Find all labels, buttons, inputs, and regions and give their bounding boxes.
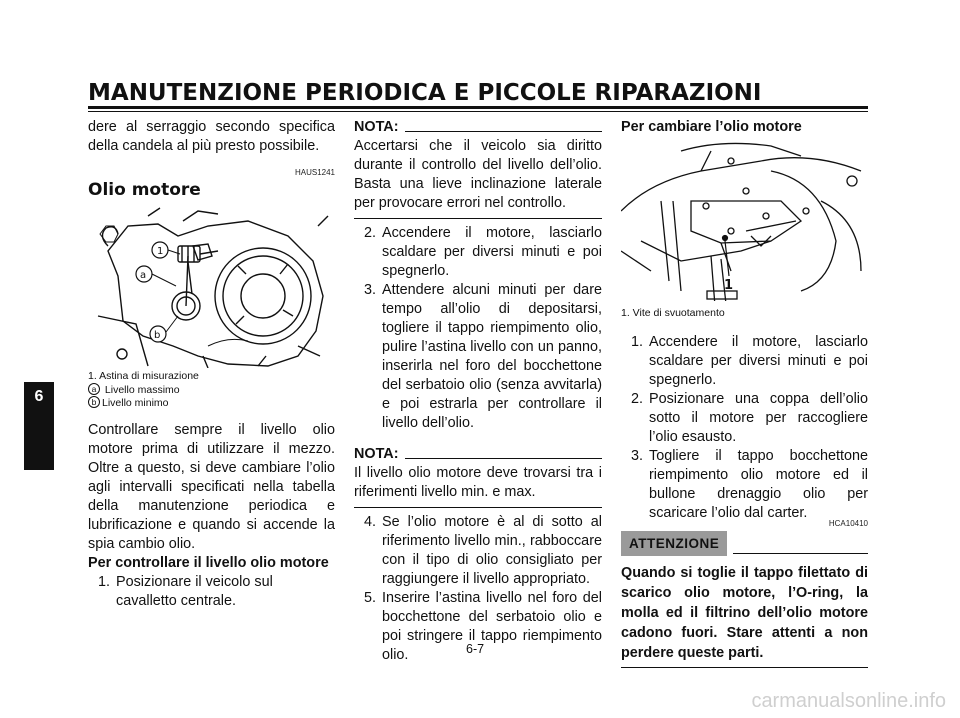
step-text: Accendere il motore, lasciarlo scaldare per diversi minuti e poi spegnerlo. [649, 333, 868, 388]
watermark: carmanualsonline.info [751, 690, 946, 712]
chapter-tab-label: 6 [34, 388, 44, 405]
column-1 [88, 118, 335, 611]
note-end-rule [354, 218, 602, 219]
figure-caption: 1. Vite di svuotamento [621, 307, 725, 319]
step-text: Togliere il tappo bocchettone riempimento olio motore ed il bullone drenaggio olio per scaricare l’olio dal carter. [649, 447, 868, 521]
caption-a-text: Livello massimo [104, 383, 180, 396]
step-number: 2. [363, 225, 376, 241]
step-1 [88, 573, 335, 611]
step-2 [354, 224, 602, 281]
step-text: Posizionare il veicolo sul cavalletto centrale. [116, 573, 273, 609]
oil-dipstick-illustration [88, 206, 335, 368]
warning-code: HCA10410 [828, 518, 868, 528]
drain-bolt-illustration [621, 141, 868, 301]
note-label: NOTA: [354, 446, 399, 462]
section-code: HAUS1241 [294, 168, 335, 177]
caption-item-a [88, 383, 335, 397]
caption-item-b [88, 396, 335, 410]
column-2 [354, 118, 602, 665]
body-text: Controllare sempre il livello olio motore prima di utilizzare il mezzo. Oltre a questo, si deve cambiare l’olio agli intervalli specificati nella tabella della manutenzione periodica e lubrificazione e quando si accende la spia cambio olio. [88, 421, 335, 552]
step-3 [621, 447, 868, 523]
subheading-check-oil: Per controllare il livello olio motore [88, 554, 329, 571]
attention-heading [621, 531, 868, 556]
callout-1: 1 [157, 246, 164, 257]
caption-b-text: Livello minimo [102, 397, 169, 409]
caption-item-1: 1. Astina di misurazione [88, 370, 199, 382]
note-end-rule-2 [354, 507, 602, 508]
step-number: 1. [630, 333, 643, 350]
step-3 [354, 281, 602, 433]
note-heading-2 [354, 445, 602, 464]
figure-caption [88, 370, 335, 410]
attention-end-rule [621, 667, 868, 668]
page-number: 6-7 [466, 642, 485, 656]
step-number: 3. [363, 282, 376, 298]
circle-letter-a: a [88, 383, 100, 395]
step-text: Inserire l’astina livello nel foro del bocchettone del serbatoio olio e poi stringere il tappo riempimento olio. [382, 590, 602, 663]
step-4 [354, 513, 602, 589]
step-number: 2. [630, 390, 643, 407]
section-heading: Olio motore [88, 180, 201, 200]
step-number: 4. [363, 514, 376, 530]
step-number: 1. [97, 573, 110, 590]
note-label: NOTA: [354, 119, 399, 135]
intro-text: dere al serraggio secondo specifica della candela al più presto possibile. [88, 119, 335, 154]
step-text: Posizionare una coppa dell’olio sotto il motore per raccogliere l’olio esausto. [649, 390, 868, 445]
callout-b: b [154, 330, 161, 341]
chapter-tab [24, 382, 54, 470]
title-rule-thin [88, 111, 868, 112]
title-rule [88, 106, 868, 109]
step-1 [621, 333, 868, 390]
page-title: MANUTENZIONE PERIODICA E PICCOLE RIPARAZIONI [88, 80, 762, 106]
step-number: 3. [630, 447, 643, 464]
callout-1: 1 [724, 278, 734, 293]
step-2 [621, 390, 868, 447]
attention-text: Quando si toglie il tappo filettato di scarico olio motore, l’O-ring, la molla ed il filtrino dell’olio motore cadono fuori. Stare attenti a non perdere queste parti. [621, 564, 868, 661]
step-text: Attendere alcuni minuti per dare tempo all’olio di depositarsi, togliere il tappo riempimento olio, pulire l’astina livello con un panno, inserirla nel foro del bocchettone del serbatoio olio (senza avvitarla) e poi estrarla per controllare il livello dell’olio. [382, 282, 602, 431]
note-heading [354, 118, 602, 137]
step-text: Se l’olio motore è al di sotto al riferimento livello min., rabboccare con il tipo di olio consigliato per raggiungere il livello appropriato. [382, 514, 602, 587]
note-text: Accertarsi che il veicolo sia diritto durante il controllo del livello dell’olio. Basta una lieve inclinazione laterale per provocare errori nel controllo. [354, 138, 602, 211]
column-3 [621, 118, 868, 668]
step-text: Accendere il motore, lasciarlo scaldare per diversi minuti e poi spegnerlo. [382, 225, 602, 279]
attention-badge: ATTENZIONE [621, 531, 727, 556]
note-text-2: Il livello olio motore deve trovarsi tra i riferimenti livello min. e max. [354, 465, 602, 500]
subheading-change-oil: Per cambiare l’olio motore [621, 119, 802, 135]
step-number: 5. [363, 590, 376, 606]
circle-letter-b: b [88, 396, 100, 408]
callout-a: a [140, 270, 147, 281]
